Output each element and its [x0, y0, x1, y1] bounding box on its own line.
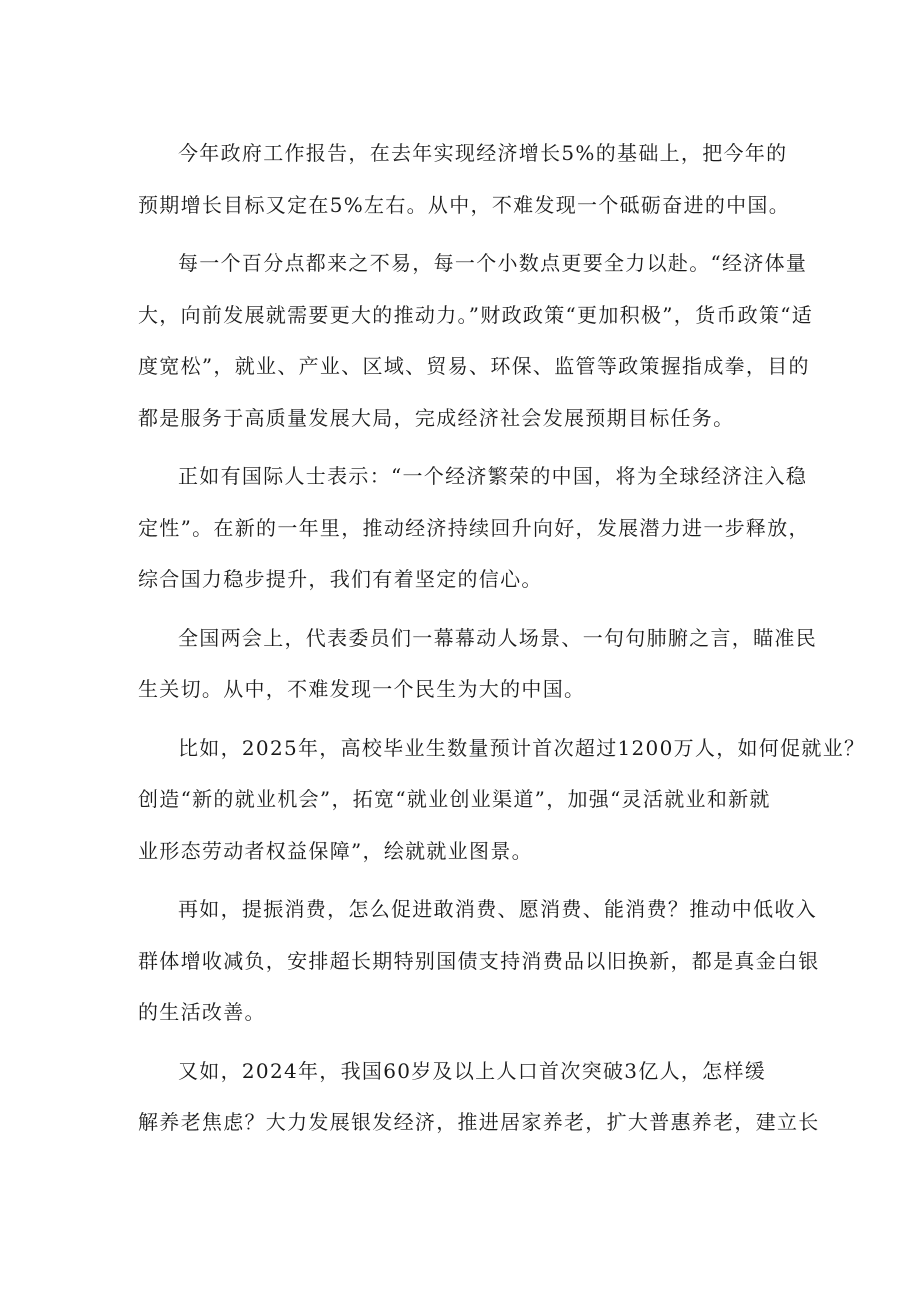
paragraph-livelihood	[138, 613, 817, 716]
text-line: 每一个百分点都来之不易，每一个小数点更要全力以赴。“经济体量	[178, 251, 808, 275]
text-line: 创造“新的就业机会”，拓宽“就业创业渠道”，加强“灵活就业和新就	[138, 787, 771, 811]
text-line: 的生活改善。	[138, 1000, 266, 1024]
paragraph-consumption	[138, 884, 820, 1039]
text-line: 大，向前发展就需要更大的推动力。”财政政策“更加积极”，货币政策“适	[138, 302, 814, 327]
paragraph-policy	[138, 238, 814, 444]
paragraph-employment	[138, 723, 866, 878]
text-line: 正如有国际人士表示：“一个经济繁荣的中国，将为全球经济注入稳	[178, 464, 808, 488]
document-page	[138, 128, 866, 1156]
text-line: 业形态劳动者权益保障”，绘就就业图景。	[138, 838, 533, 863]
text-line: 度宽松”，就业、产业、区域、贸易、环保、监管等政策握指成拳，目的	[138, 354, 810, 378]
text-line: 预期增长目标又定在5%左右。从中，不难发现一个砥砺奋进的中国。	[138, 192, 791, 217]
text-line: 再如，提振消费，怎么促进敢消费、愿消费、能消费？推动中低收入	[178, 897, 817, 921]
text-line: 群体增收减负，安排超长期特别国债支持消费品以旧换新，都是真金白银	[138, 948, 820, 973]
paragraph-international-view	[138, 451, 810, 606]
text-line: 定性”。在新的一年里，推动经济持续回升向好，发展潜力进一步释放，	[138, 515, 810, 540]
paragraph-elderly-care	[138, 1046, 820, 1149]
text-line: 比如，2025年，高校毕业生数量预计首次超过1200万人，如何促就业？	[178, 735, 866, 760]
text-line: 又如，2024年，我国60岁及以上人口首次突破3亿人，怎样缓	[178, 1058, 767, 1083]
text-line: 生关切。从中，不难发现一个民生为大的中国。	[138, 677, 586, 701]
text-line: 解养老焦虑？大力发展银发经济，推进居家养老，扩大普惠养老，建立长	[138, 1110, 820, 1134]
text-line: 综合国力稳步提升，我们有着坚定的信心。	[138, 567, 543, 591]
text-line: 都是服务于高质量发展大局，完成经济社会发展预期目标任务。	[138, 405, 735, 430]
text-line: 今年政府工作报告，在去年实现经济增长5%的基础上，把今年的	[178, 141, 788, 165]
text-line: 全国两会上，代表委员们一幕幕动人场景、一句句肺腑之言，瞄准民	[178, 625, 817, 650]
paragraph-growth-target	[138, 128, 791, 231]
